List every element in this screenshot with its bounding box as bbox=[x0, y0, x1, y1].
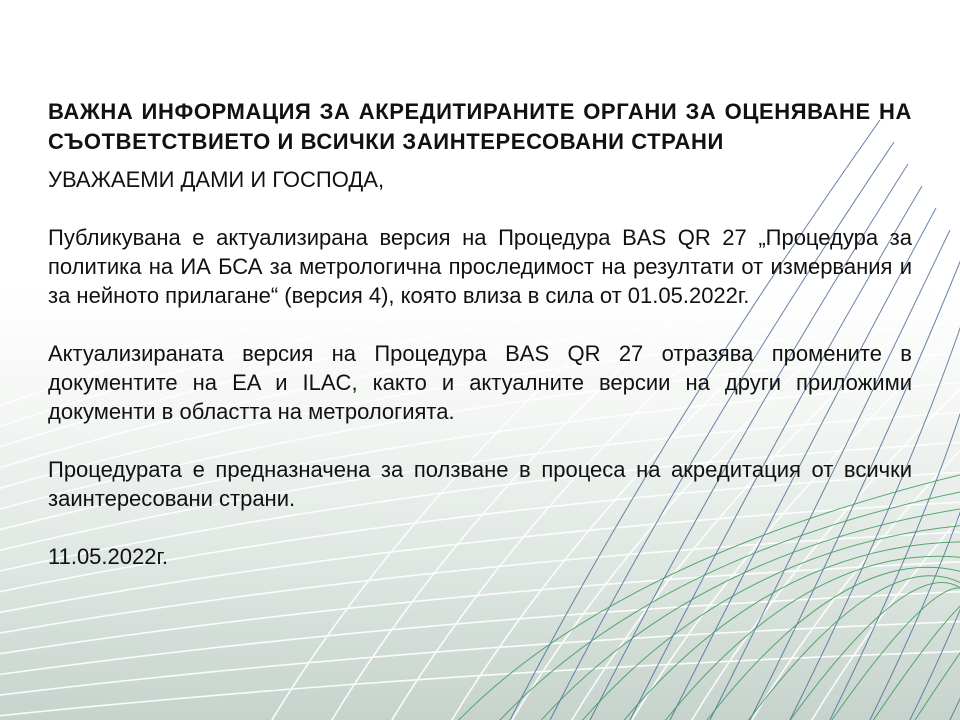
green-curve bbox=[902, 596, 960, 720]
spacer bbox=[48, 513, 912, 542]
green-curve bbox=[776, 582, 960, 720]
paragraph-2: Актуализираната версия на Процедура BAS QR 27 отразява промените в документите на EA и ILAC, както и актуалните версии на други приложими документи в областта на метрологията. bbox=[48, 341, 912, 424]
paragraph-3: Процедурата е предназначена за ползване в процеса на акредитация от всички заинтересовани страни. bbox=[48, 457, 912, 511]
spacer bbox=[48, 310, 912, 339]
spacer bbox=[48, 426, 912, 455]
document-body bbox=[48, 97, 912, 571]
greeting: УВАЖАЕМИ ДАМИ И ГОСПОДА, bbox=[48, 167, 385, 192]
green-curve bbox=[860, 592, 960, 720]
white-arc bbox=[0, 620, 960, 700]
blue-curve bbox=[940, 362, 960, 720]
date: 11.05.2022г. bbox=[48, 544, 168, 569]
white-arc bbox=[0, 650, 960, 720]
document-title: ВАЖНА ИНФОРМАЦИЯ ЗА АКРЕДИТИРАНИТЕ ОРГАНИ ЗА ОЦЕНЯВАНЕ НА СЪОТВЕТСТВИЕТО И ВСИЧКИ ЗАИНТЕРЕСОВАНИ СТРАНИ bbox=[48, 99, 912, 154]
paragraph-1: Публикувана е актуализирана версия на Процедура BAS QR 27 „Процедура за политика на ИА БСА за метрологична проследимост на резултати от измервания и за нейното прилагане“ (версия 4), която влиза в сила от 01.05.2022г. bbox=[48, 225, 912, 308]
spacer bbox=[48, 194, 912, 223]
